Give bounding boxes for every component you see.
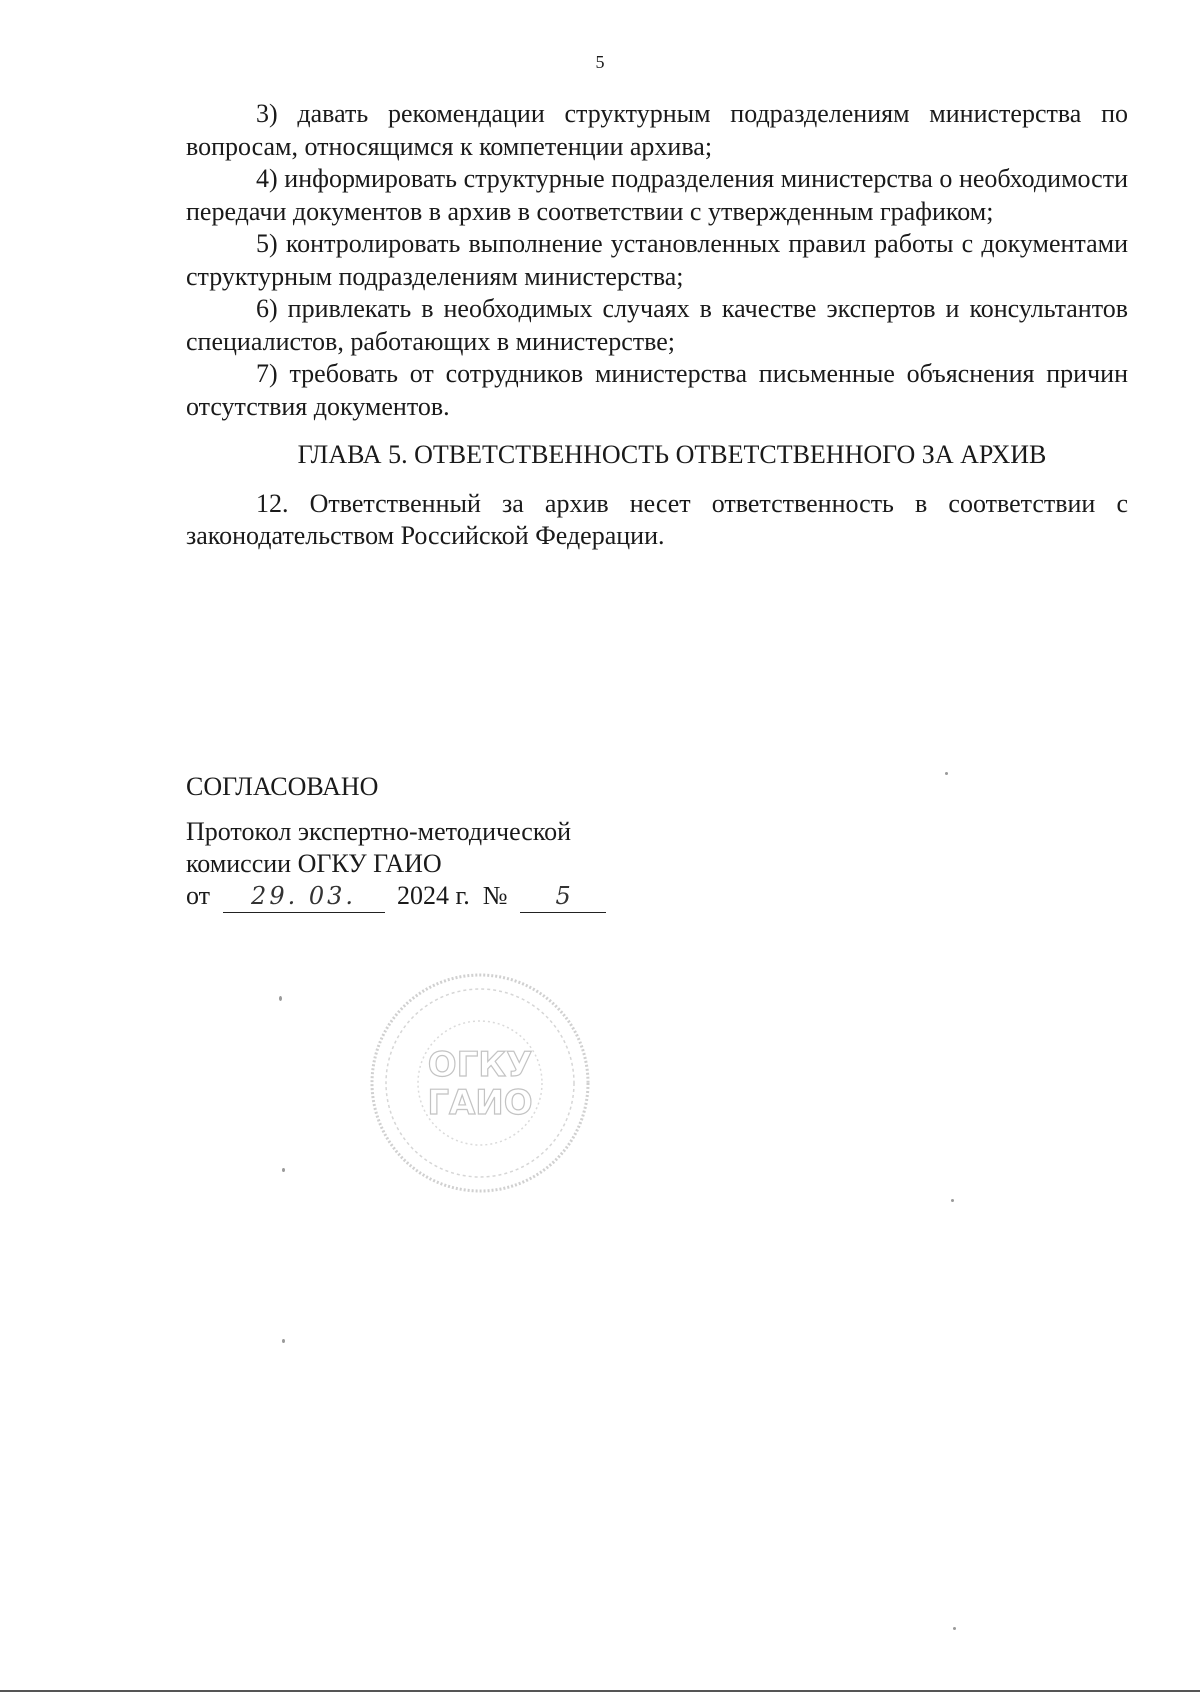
scan-speck (282, 1168, 285, 1172)
list-item-3: 3) давать рекомендации структурным подразделениям министерства по вопросам, относящимся к компетенции архива; (186, 99, 1128, 161)
handwritten-protocol-number: 5 (520, 880, 606, 913)
list-item-6: 6) привлекать в необходимых случаях в качестве экспертов и консультантов специалистов, работающих в министерстве; (186, 294, 1128, 356)
chapter-paragraph-12: 12. Ответственный за архив несет ответственность в соответствии с законодательством Российской Федерации. (186, 488, 1128, 550)
document-body (186, 98, 1128, 553)
list-item-7: 7) требовать от сотрудников министерства письменные объяснения причин отсутствия документов. (186, 359, 1128, 421)
seal-stamp (365, 968, 595, 1198)
scan-speck (279, 996, 282, 1001)
protocol-year: 2024 г. (397, 881, 470, 910)
page-number: 5 (595, 52, 605, 72)
protocol-date-line (186, 880, 606, 913)
list-item-4: 4) информировать структурные подразделения министерства о необходимости передачи документов в архив в соответствии с утвержденным графиком; (186, 164, 1128, 226)
scan-speck (953, 1627, 956, 1630)
list-item-5: 5) контролировать выполнение установленных правил работы с документами структурным подразделениям министерства; (186, 229, 1128, 291)
scan-speck (945, 772, 948, 775)
chapter-heading: ГЛАВА 5. ОТВЕТСТВЕННОСТЬ ОТВЕТСТВЕННОГО ЗА АРХИВ (297, 440, 1047, 469)
number-sign: № (482, 881, 508, 910)
approval-block (186, 772, 606, 913)
approval-title: СОГЛАСОВАНО (186, 772, 379, 801)
date-prefix: от (186, 881, 211, 910)
scan-speck (282, 1339, 285, 1343)
stamp-line-1: ОГКУ (427, 1045, 533, 1085)
scan-speck (951, 1199, 954, 1202)
protocol-line-2: комиссии ОГКУ ГАИО (186, 849, 442, 878)
handwritten-date: 29. 03. (223, 880, 385, 913)
bottom-scan-edge (0, 1690, 1200, 1692)
stamp-line-2: ГАИО (427, 1083, 533, 1123)
protocol-line-1: Протокол экспертно-методической (186, 817, 572, 846)
